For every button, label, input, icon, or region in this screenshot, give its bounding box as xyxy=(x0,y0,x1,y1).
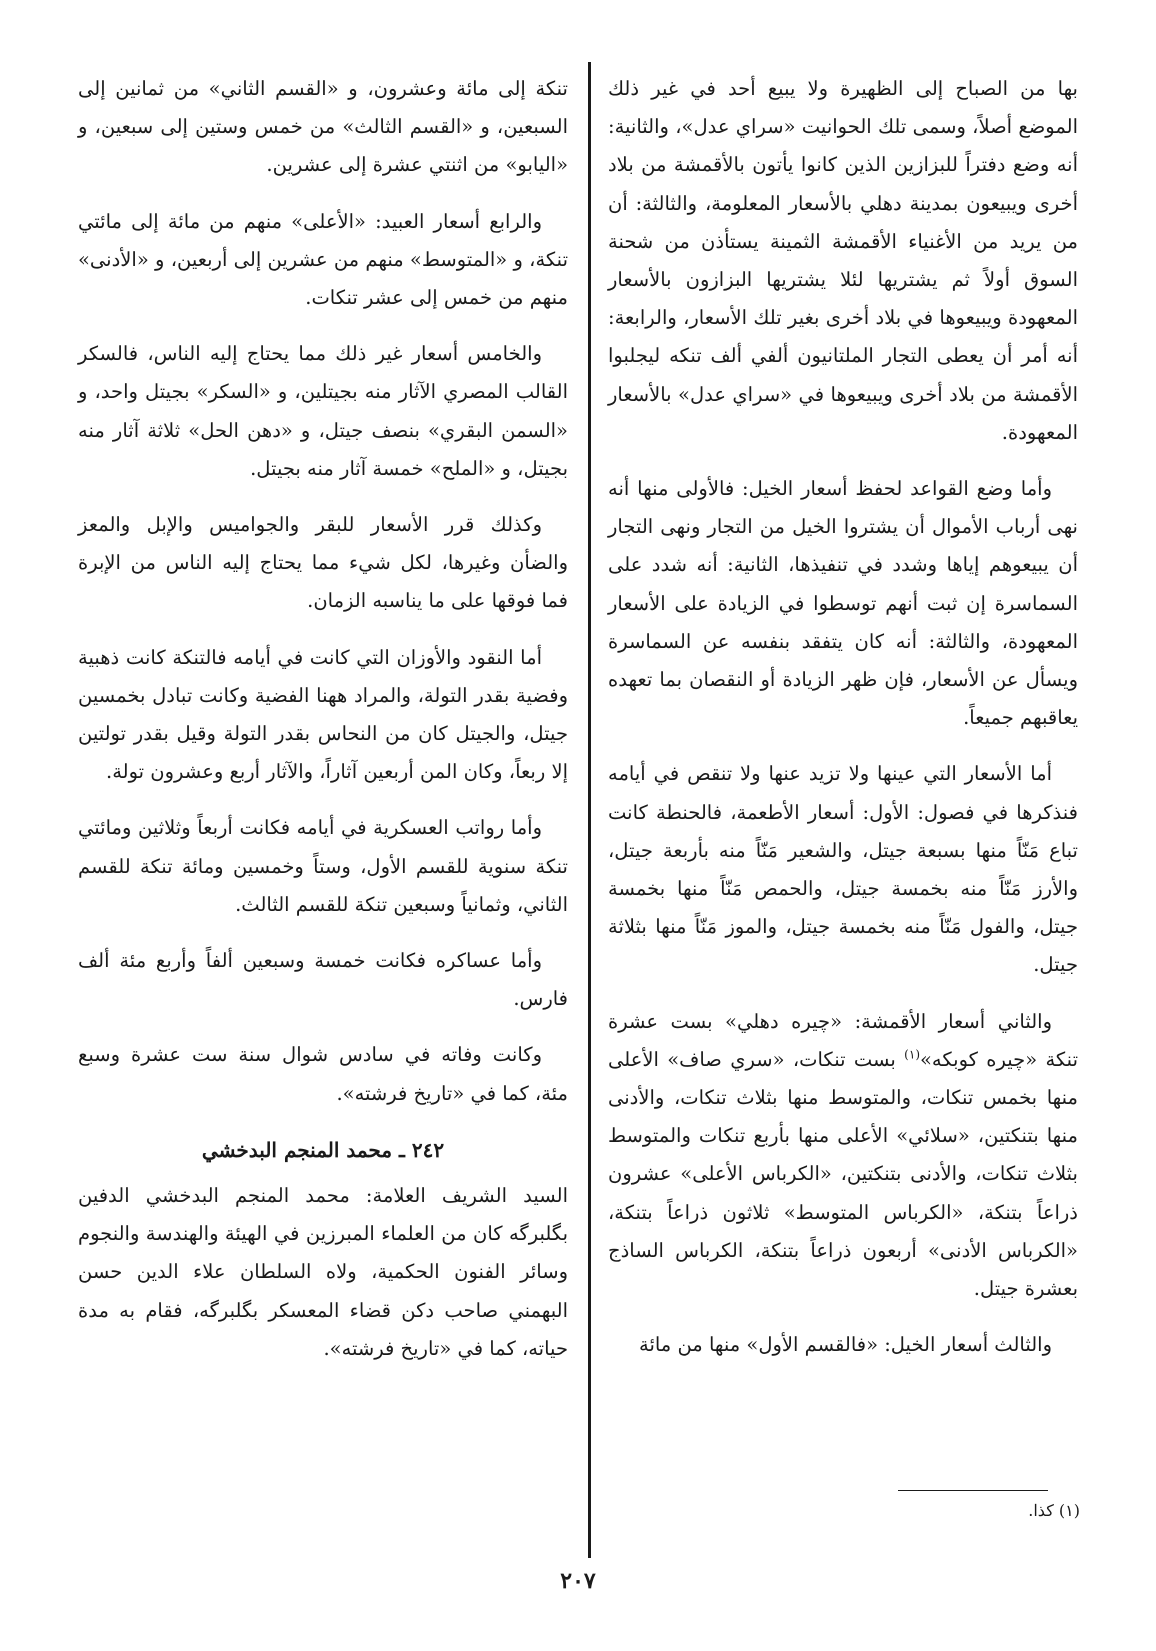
paragraph: والثالث أسعار الخيل: «فالقسم الأول» منها من مائة xyxy=(638,1333,1052,1357)
section-heading: ٢٤٢ ـ محمد المنجم البدخشي xyxy=(201,1137,445,1162)
paragraph: تنكة إلى مائة وعشرون، و «القسم الثاني» من ثمانين إلى السبعين، و «القسم الثالث» من خمس وستين إلى سبعين، و «اليابو» من اثنتي عشرة إلى عشرين. xyxy=(78,77,568,177)
footnote-marker: (١) xyxy=(1058,1501,1080,1520)
paragraph: وكانت وفاته في سادس شوال سنة ست عشرة وسبع مئة، كما في «تاريخ فرشته». xyxy=(78,1043,568,1105)
paragraph: والخامس أسعار غير ذلك مما يحتاج إليه الناس، فالسكر القالب المصري الآثار منه بجيتلين، و «السكر» بجيتل واحد، و «السمن البقري» بنصف جيتل، و «دهن الحل» ثلاثة آثار منه بجيتل، و «الملح» خمسة آثار منه بجيتل. xyxy=(78,342,568,480)
paragraph: وأما رواتب العسكرية في أيامه فكانت أربعاً وثلاثين ومائتي تنكة سنوية للقسم الأول، وستاً وخمسين ومائة تنكة للقسم الثاني، وثمانياً وسبعين تنكة للقسم الثالث. xyxy=(78,816,568,916)
footnote xyxy=(880,1498,1080,1524)
paragraph: أما النقود والأوزان التي كانت في أيامه فالتنكة كانت ذهبية وفضية بقدر التولة، والمراد ههنا الفضية وكانت تبادل بخمسين جيتل، والجيتل كان من النحاس بقدر التولة وقيل بقدر تولتين إلا ربعاً، وكان المن أربعين آثاراً، والآثار أربع وعشرون تولة. xyxy=(78,645,568,784)
paragraph: والرابع أسعار العبيد: «الأعلى» منهم من مائة إلى مائتي تنكة، و «المتوسط» منهم من عشرين إلى أربعين، و «الأدنى» منهم من خمس إلى عشر تنكات. xyxy=(78,209,568,310)
paragraph-text: بست تنكات، «سري صاف» الأعلى منها بخمس تنكات، والمتوسط منها بثلاث تنكات، والأدنى منها بتنكتين، «سلائي» الأعلى منها بأربع تنكات والمتوسط بثلاث تنكات، والأدنى بتنكتين، «الكرباس الأعلى» عشرون ذراعاً بتنكة، «الكرباس المتوسط» ثلاثون ذراعاً بتنكة، «الكرباس الأدنى» أربعون ذراعاً بتنكة، الكرباس الساذج بعشرة جيتل. xyxy=(608,1047,1078,1301)
paragraph: بها من الصباح إلى الظهيرة ولا يبيع أحد في غير ذلك الموضع أصلاً، وسمى تلك الحوانيت «سراي عدل»، والثانية: أنه وضع دفتراً للبزازين الذين كانوا يأتون بالأقمشة من بلاد أخرى ويبيعون بمدينة دهلي بالأسعار المعلومة، والثالثة: أن من يريد من الأغنياء الأقمشة الثمينة يستأذن من شحنة السوق أولاً ثم يشتريها لئلا يشتريها البزازون بالأسعار المعهودة ويبيعوها في بلاد أخرى بغير تلك الأسعار، والرابعة: أنه أمر أن يعطى التجار الملتانيون ألفي ألف تنكه ليجلبوا الأقمشة من بلاد أخرى ويبيعوها في «سراي عدل» بالأسعار المعهودة. xyxy=(608,77,1078,444)
paragraph: السيد الشريف العلامة: محمد المنجم البدخشي الدفين بگلبرگه كان من العلماء المبرزين في الهيئة والهندسة والنجوم وسائر الفنون الحكمية، ولاه السلطان علاء الدين حسن البهمني صاحب دكن قضاء المعسكر بگلبرگه، فقام به مدة حياته، كما في «تاريخ فرشته». xyxy=(78,1184,568,1360)
paragraph: أما الأسعار التي عينها ولا تزيد عنها ولا تنقص في أيامه فنذكرها في فصول: الأول: أسعار الأطعمة، فالحنطة كانت تباع مَنّاً منها بسبعة جيتل، والشعير مَنّاً منه بأربعة جيتل، والأرز مَنّاً منه بخمسة جيتل، والحمص مَنّاً منها بخمسة جيتل، والفول مَنّاً منه بخمسة جيتل، والموز مَنّاً منها بثلاثة جيتل. xyxy=(608,762,1078,977)
left-column xyxy=(78,70,568,1386)
footnote-separator xyxy=(898,1490,1048,1491)
right-column xyxy=(608,70,1078,1383)
paragraph: وأما وضع القواعد لحفظ أسعار الخيل: فالأولى منها أنه نهى أرباب الأموال أن يشتروا الخيل من التجار ونهى التجار أن يبيعوهم إياها وشدد في تنفيذها، الثانية: أنه شدد على السماسرة إن ثبت أنهم توسطوا في الزيادة على الأسعار المعهودة، والثالثة: أنه كان يتفقد بنفسه عن السماسرة ويسأل عن الأسعار، فإن ظهر الزيادة أو النقصان بما تعهده يعاقبهم جميعاً. xyxy=(608,477,1078,730)
paragraph xyxy=(608,1003,1078,1309)
footnote-reference[interactable]: (١) xyxy=(904,1047,920,1062)
column-divider xyxy=(588,62,591,1558)
paragraph-text: والثاني أسعار الأقمشة: «چيره دهلي» بست عشرة تنكة «چيره كوبكه» xyxy=(608,1009,1078,1071)
page-number: ٢٠٧ xyxy=(560,1568,596,1594)
paragraph: وكذلك قرر الأسعار للبقر والجواميس والإبل والمعز والضأن وغيرها، لكل شيء مما يحتاج إليه الناس من الإبرة فما فوقها على ما يناسبه الزمان. xyxy=(78,513,568,613)
paragraph: وأما عساكره فكانت خمسة وسبعين ألفاً وأربع مئة ألف فارس. xyxy=(78,949,568,1011)
footnote-text: كذا. xyxy=(1028,1501,1054,1520)
